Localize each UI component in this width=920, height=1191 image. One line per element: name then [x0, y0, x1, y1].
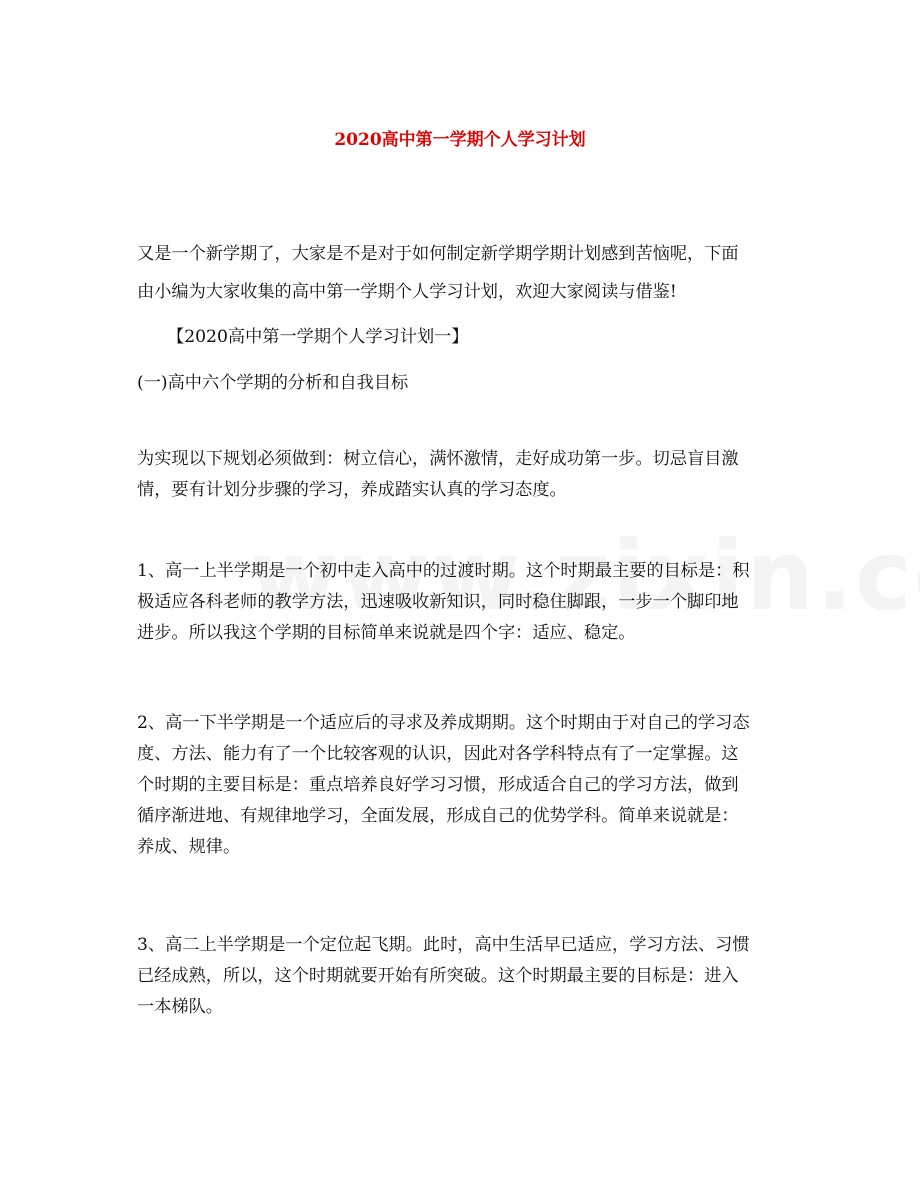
- item-2-line: 养成、规律。: [137, 837, 241, 857]
- section-heading-text: 【2020高中第一学期个人学习计划一】: [167, 327, 469, 347]
- item-1-line: 1、高一上半学期是一个初中走入高中的过渡时期。这个时期最主要的目标是：积: [137, 561, 750, 581]
- motto-line: 情，要有计划分步骤的学习，养成踏实认真的学习态度。: [137, 480, 567, 500]
- item-2-paragraph: [137, 708, 783, 863]
- item-3-line: 3、高二上半学期是一个定位起飞期。此时，高中生活早已适应，学习方法、习惯: [137, 935, 750, 955]
- item-2-line: 个时期的主要目标是：重点培养良好学习习惯，形成适合自己的学习方法，做到: [137, 775, 739, 795]
- subheading-text: (一)高中六个学期的分析和自我目标: [137, 373, 409, 393]
- item-3-paragraph: [137, 930, 783, 1023]
- item-2-line: 2、高一下半学期是一个适应后的寻求及养成期期。这个时期由于对自己的学习态: [137, 713, 750, 733]
- motto-line: 为实现以下规划必须做到：树立信心，满怀激情，走好成功第一步。切忌盲目激: [137, 449, 739, 469]
- item-1-line: 极适应各科老师的教学方法，迅速吸收新知识，同时稳住脚跟，一步一个脚印地: [137, 592, 739, 612]
- motto-paragraph: [137, 444, 783, 506]
- item-1-paragraph: [137, 556, 783, 649]
- intro-line: 又是一个新学期了，大家是不是对于如何制定新学期学期计划感到苦恼呢，下面: [137, 244, 739, 264]
- item-1-line: 进步。所以我这个学期的目标简单来说就是四个字：适应、稳定。: [137, 623, 636, 643]
- item-3-line: 已经成熟，所以，这个时期就要开始有所突破。这个时期最主要的目标是：进入: [137, 966, 739, 986]
- item-2-line: 循序渐进地、有规律地学习，全面发展，形成自己的优势学科。简单来说就是：: [137, 806, 739, 826]
- document-title: 2020高中第一学期个人学习计划: [334, 130, 586, 150]
- intro-paragraph: [137, 235, 783, 311]
- section-heading: [167, 322, 813, 353]
- item-3-line: 一本梯队。: [137, 997, 223, 1017]
- subheading: [137, 368, 783, 399]
- item-2-line: 度、方法、能力有了一个比较客观的认识，因此对各学科特点有了一定掌握。这: [137, 744, 739, 764]
- intro-line: 由小编为大家收集的高中第一学期个人学习计划，欢迎大家阅读与借鉴!: [137, 282, 677, 302]
